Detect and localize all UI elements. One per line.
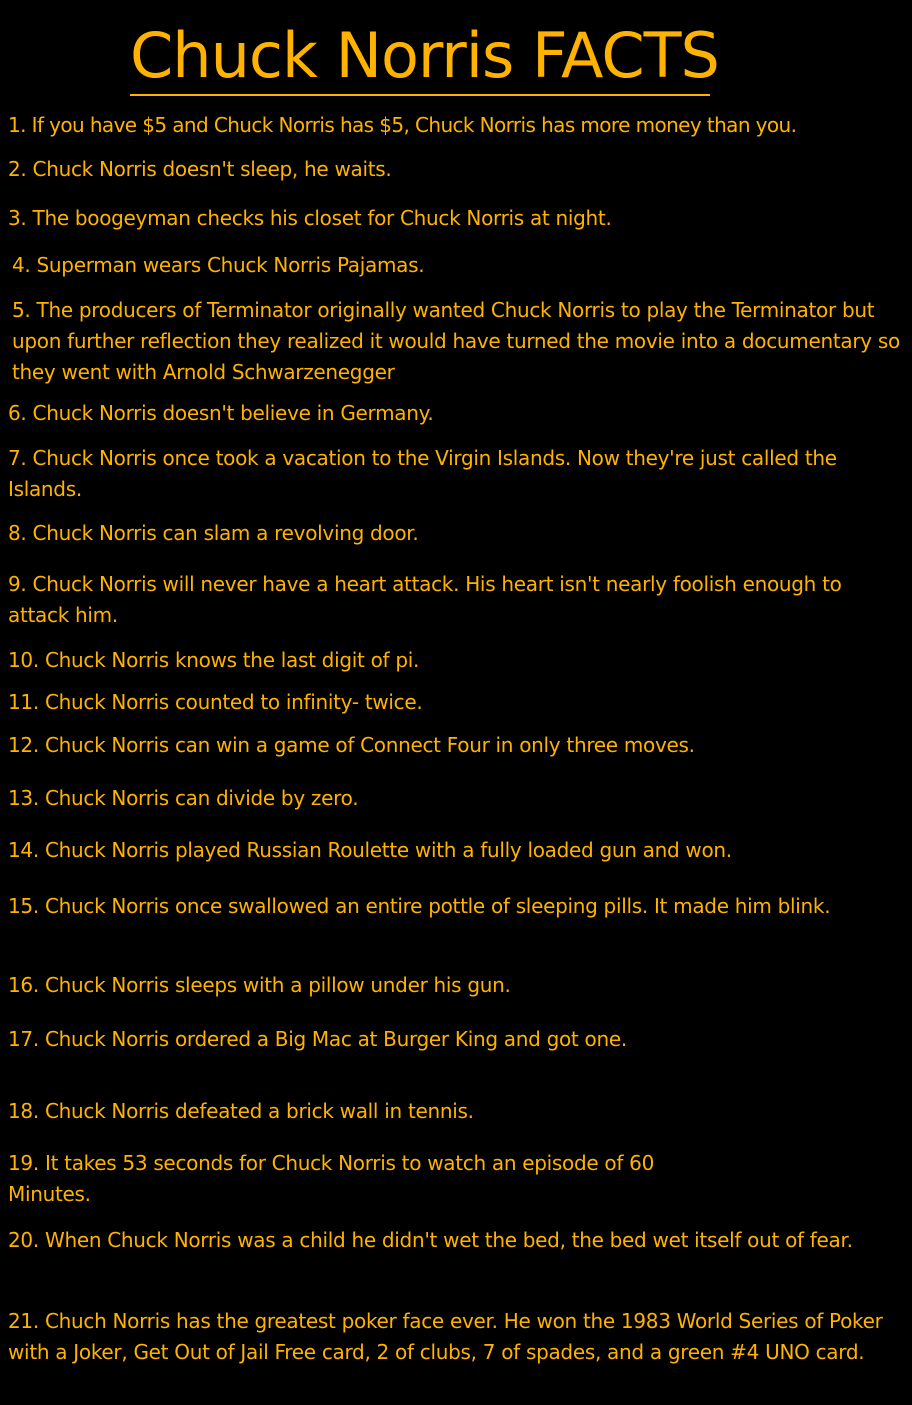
fact-item: 8. Chuck Norris can slam a revolving door. [8,521,419,545]
fact-item: 12. Chuck Norris can win a game of Connect Four in only three moves. [8,733,695,757]
page-title: Chuck Norris FACTS [130,19,719,92]
fact-item: 7. Chuck Norris once took a vacation to the Virgin Islands. Now they're just called the Islands. [8,446,837,501]
fact-item: 21. Chuch Norris has the greatest poker face ever. He won the 1983 World Series of Poker with a Joker, Get Out of Jail Free card, 2 of clubs, 7 of spades, and a green #4 UNO card. [8,1309,883,1364]
fact-item: 17. Chuck Norris ordered a Big Mac at Burger King and got one. [8,1027,627,1051]
fact-item: 14. Chuck Norris played Russian Roulette with a fully loaded gun and won. [8,838,732,862]
title-underline [130,94,710,96]
fact-item: 4. Superman wears Chuck Norris Pajamas. [12,253,425,277]
fact-item: 6. Chuck Norris doesn't believe in Germany. [8,401,434,425]
fact-item: 16. Chuck Norris sleeps with a pillow under his gun. [8,973,511,997]
fact-item: 9. Chuck Norris will never have a heart attack. His heart isn't nearly foolish enough to attack him. [8,572,842,627]
fact-item: 10. Chuck Norris knows the last digit of pi. [8,648,420,672]
fact-item: 20. When Chuck Norris was a child he didn't wet the bed, the bed wet itself out of fear. [8,1228,853,1252]
fact-item: 1. If you have $5 and Chuck Norris has $5, Chuck Norris has more money than you. [8,113,797,137]
fact-item: 11. Chuck Norris counted to infinity- twice. [8,690,423,714]
fact-item: 18. Chuck Norris defeated a brick wall in tennis. [8,1099,474,1123]
fact-item: 19. It takes 53 seconds for Chuck Norris to watch an episode of 60 Minutes. [8,1151,655,1206]
fact-item: 15. Chuck Norris once swallowed an entire pottle of sleeping pills. It made him blink. [8,894,831,918]
fact-item: 13. Chuck Norris can divide by zero. [8,786,359,810]
fact-item: 3. The boogeyman checks his closet for Chuck Norris at night. [8,206,612,230]
fact-item: 5. The producers of Terminator originally wanted Chuck Norris to play the Terminator but upon further reflection they realized it would have turned the movie into a documentary so they went with Arnold Schwarzenegger [12,298,900,384]
fact-item: 2. Chuck Norris doesn't sleep, he waits. [8,157,392,181]
